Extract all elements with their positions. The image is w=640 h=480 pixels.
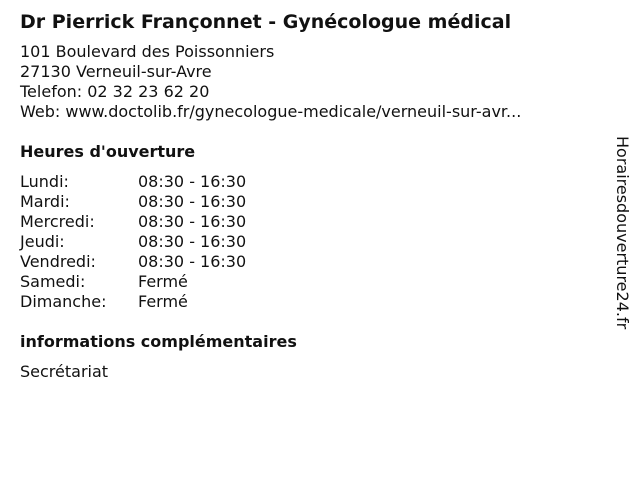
info-text: Secrétariat xyxy=(20,362,109,381)
hours-row-monday xyxy=(20,172,610,192)
page-title: Dr Pierrick Françonnet - Gynécologue médical xyxy=(20,11,512,33)
city-postcode: 27130 Verneuil-sur-Avre xyxy=(20,62,212,81)
day-label: Mardi: xyxy=(20,192,70,211)
day-label: Samedi: xyxy=(20,272,86,291)
hours-row-sunday xyxy=(20,292,610,312)
hours-value: 08:30 - 16:30 xyxy=(138,212,247,231)
hours-value: 08:30 - 16:30 xyxy=(138,172,247,191)
hours-value: 08:30 - 16:30 xyxy=(138,252,247,271)
hours-row-friday xyxy=(20,252,610,272)
opening-hours-table xyxy=(20,172,610,312)
day-label: Dimanche: xyxy=(20,292,107,311)
hours-value: 08:30 - 16:30 xyxy=(138,232,247,251)
street-address: 101 Boulevard des Poissonniers xyxy=(20,42,275,61)
hours-value: 08:30 - 16:30 xyxy=(138,192,247,211)
hours-row-thursday xyxy=(20,232,610,252)
hours-row-wednesday xyxy=(20,212,610,232)
day-label: Vendredi: xyxy=(20,252,96,271)
website-link[interactable]: Web: www.doctolib.fr/gynecologue-medicale/verneuil-sur-avr... xyxy=(20,102,522,121)
hours-row-saturday xyxy=(20,272,610,292)
hours-value: Fermé xyxy=(138,272,188,291)
day-label: Lundi: xyxy=(20,172,69,191)
info-heading: informations complémentaires xyxy=(20,332,297,351)
day-label: Jeudi: xyxy=(20,232,65,251)
hours-heading: Heures d'ouverture xyxy=(20,142,196,161)
day-label: Mercredi: xyxy=(20,212,95,231)
hours-value: Fermé xyxy=(138,292,188,311)
hours-row-tuesday xyxy=(20,192,610,212)
site-brand-vertical: Horairesdouverture24.fr xyxy=(613,136,632,330)
phone-number: Telefon: 02 32 23 62 20 xyxy=(20,82,210,101)
address-block xyxy=(20,42,610,122)
business-card xyxy=(20,10,610,382)
